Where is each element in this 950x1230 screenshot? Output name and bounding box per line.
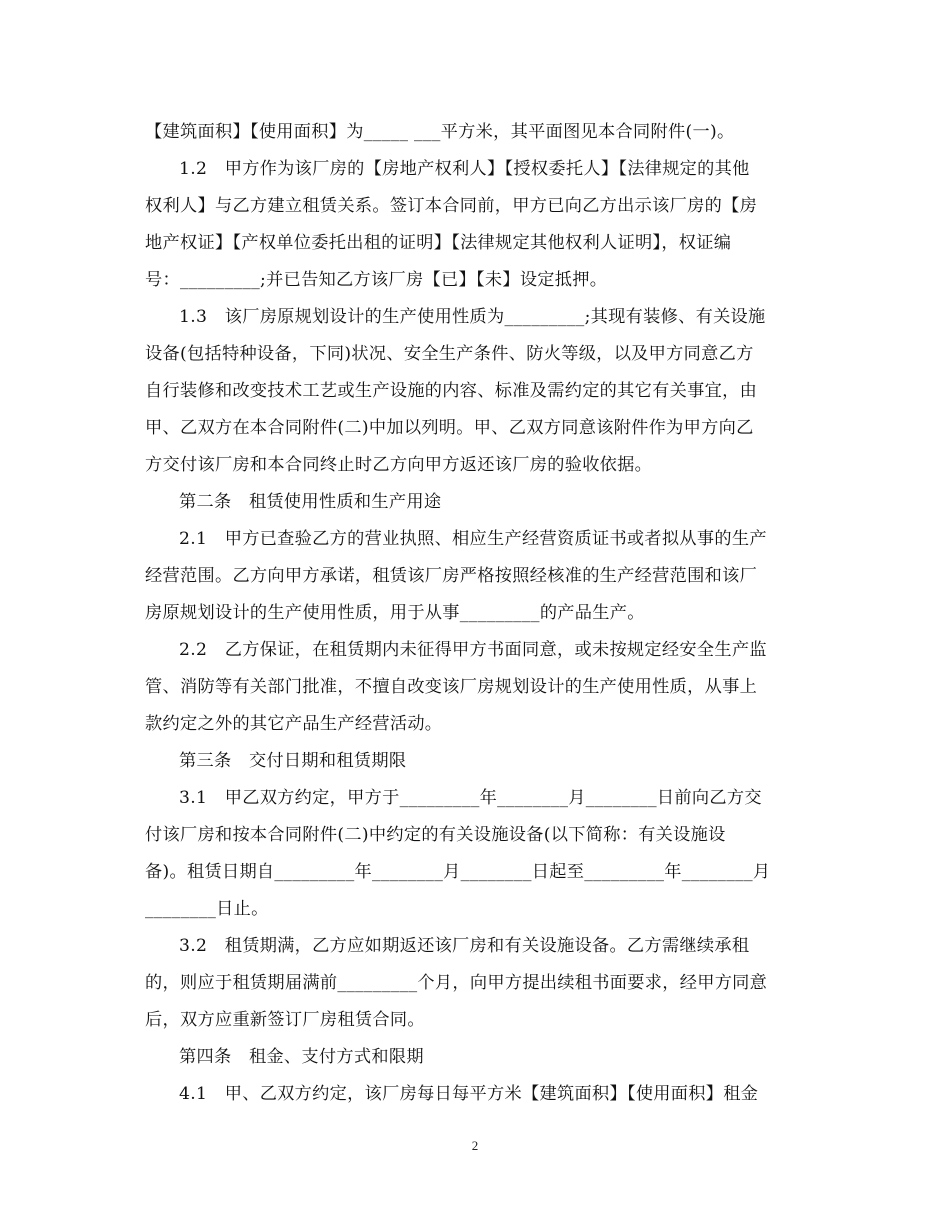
clause-3-1-line: 3.1 甲乙双方约定，甲方于_________年________月________日前向乙方交 — [179, 788, 762, 808]
text-line: 方交付该厂房和本合同终止时乙方向甲方返还该厂房的验收依据。 — [145, 455, 653, 475]
text-line: 经营范围。乙方向甲方承诺，租赁该厂房严格按照经核准的生产经营范围和该厂 — [145, 566, 758, 586]
text-line: 管、消防等有关部门批准，不擅自改变该厂房规划设计的生产使用性质，从事上 — [145, 677, 758, 697]
contract-body — [145, 114, 805, 1113]
text-line: 号：_________;并已告知乙方该厂房【已】【未】设定抵押。 — [145, 270, 608, 290]
article-3-heading: 第三条 交付日期和租赁期限 — [179, 751, 407, 771]
clause-1-3-line: 1.3 该厂房原规划设计的生产使用性质为_________;其现有装修、有关设施 — [179, 307, 766, 327]
clause-3-2-line: 3.2 租赁期满，乙方应如期返还该厂房和有关设施设备。乙方需继续承租 — [179, 936, 750, 956]
clause-2-1-line: 2.1 甲方已查验乙方的营业执照、相应生产经营资质证书或者拟从事的生产 — [179, 529, 767, 549]
clause-2-2-line: 2.2 乙方保证，在租赁期内未征得甲方书面同意，或未按规定经安全生产监 — [179, 640, 767, 660]
text-line: 自行装修和改变技术工艺或生产设施的内容、标准及需约定的其它有关事宜，由 — [145, 381, 758, 401]
text-line: 后，双方应重新签订厂房租赁合同。 — [145, 1010, 425, 1030]
clause-1-2-line: 1.2 甲方作为该厂房的【房地产权利人】【授权委托人】【法律规定的其他 — [179, 159, 750, 179]
text-line: ________日止。 — [145, 899, 269, 919]
text-line: 的，则应于租赁期届满前_________个月，向甲方提出续租书面要求，经甲方同意 — [145, 973, 768, 993]
clause-4-1-line: 4.1 甲、乙双方约定，该厂房每日每平方米【建筑面积】【使用面积】租金 — [179, 1084, 759, 1104]
text-line: 备)。租赁日期自_________年________月________日起至_________年________月 — [145, 862, 771, 882]
text-line: 甲、乙双方在本合同附件(二)中加以列明。甲、乙双方同意该附件作为甲方向乙 — [145, 418, 754, 438]
article-4-heading: 第四条 租金、支付方式和限期 — [179, 1047, 424, 1067]
page-number: 2 — [471, 1138, 479, 1153]
text-line: 款约定之外的其它产品生产经营活动。 — [145, 714, 443, 734]
text-line: 房原规划设计的生产使用性质，用于从事_________的产品生产。 — [145, 603, 645, 623]
text-line: 设备(包括特种设备，下同)状况、安全生产条件、防火等级，以及甲方同意乙方 — [145, 344, 754, 364]
text-line: 地产权证】【产权单位委托出租的证明】【法律规定其他权利人证明】，权证编 — [145, 233, 732, 253]
text-line: 付该厂房和按本合同附件(二)中约定的有关设施设备(以下简称：有关设施设 — [145, 825, 726, 845]
text-line: 【建筑面积】【使用面积】为_____ ___平方米，其平面图见本合同附件(一)。 — [145, 122, 735, 142]
text-line: 权利人】与乙方建立租赁关系。签订本合同前，甲方已向乙方出示该厂房的【房 — [145, 196, 758, 216]
article-2-heading: 第二条 租赁使用性质和生产用途 — [179, 492, 442, 512]
